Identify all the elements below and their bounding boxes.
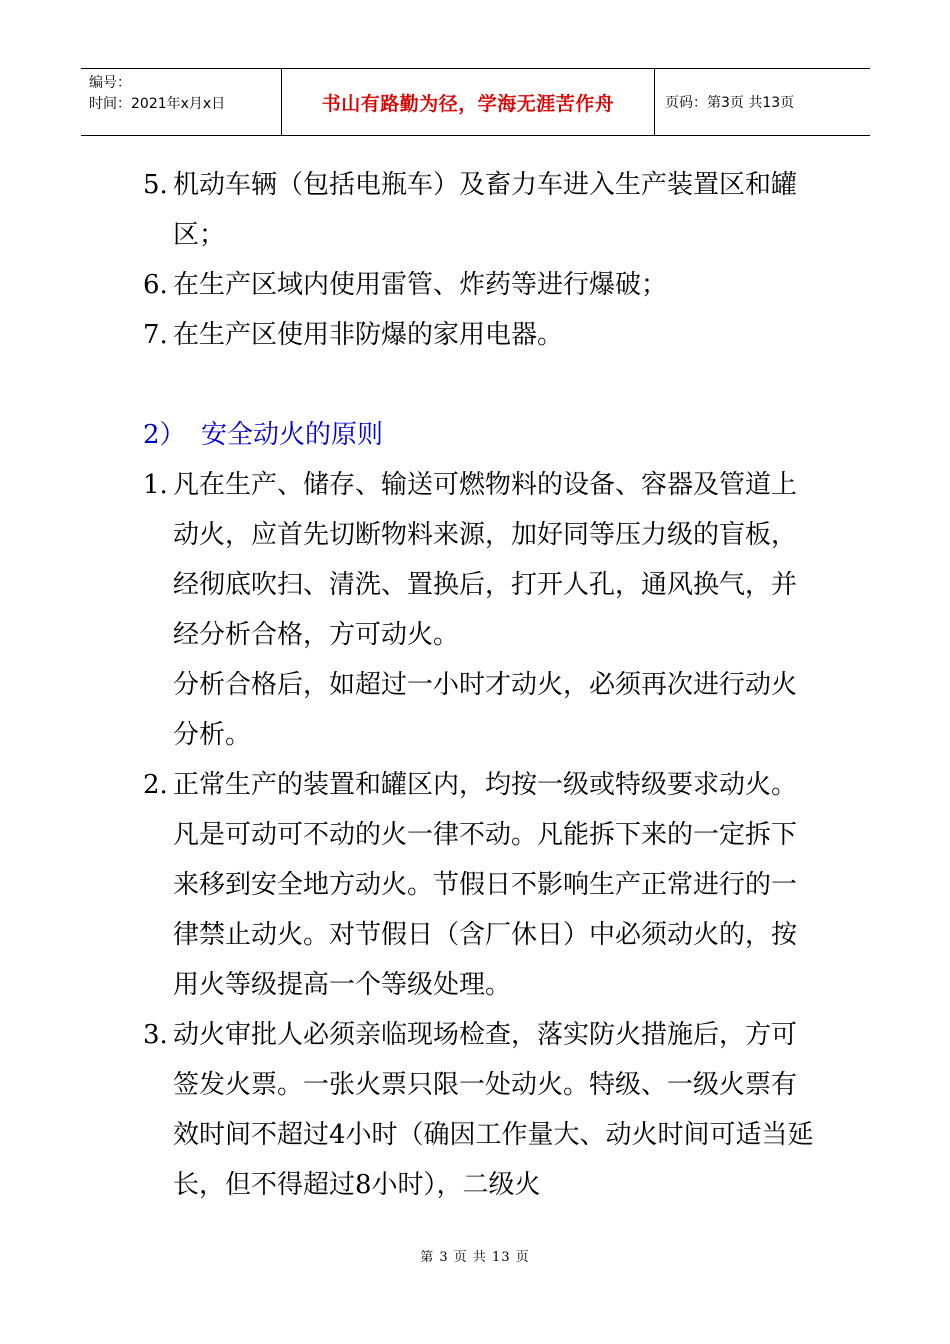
- time-label: 时间：2021年x月x日: [89, 96, 226, 112]
- item-text: 凡在生产、储存、输送可燃物料的设备、容器及管道上动火，应首先切断物料来源，加好同等压力级的盲板，经彻底吹扫、清洗、置换后，打开人孔，通风换气，并经分析合格，方可动火。: [173, 470, 798, 650]
- motto-text: 书山有路勤为径，学海无涯苦作舟: [321, 92, 615, 115]
- item-text: 在生产区使用非防爆的家用电器。: [173, 320, 564, 350]
- section-number: 2）: [143, 420, 186, 450]
- spacer: [143, 360, 818, 410]
- item-number: 5.: [143, 170, 168, 200]
- item-extra-text: 分析合格后，如超过一小时才动火，必须再次进行动火分析。: [173, 670, 798, 750]
- item-text: 正常生产的装置和罐区内，均按一级或特级要求动火。凡是可动可不动的火一律不动。凡能拆下来的一定拆下来移到安全地方动火。节假日不影响生产正常进行的一律禁止动火。对节假日（含厂休日）中必须动火的，按用火等级提高一个等级处理。: [173, 770, 798, 1000]
- list-item: [143, 160, 818, 260]
- page-info: 页码：第3页 共13页: [665, 95, 795, 111]
- list-item: [143, 310, 818, 360]
- page-footer: 第 3 页 共 13 页: [420, 1250, 530, 1265]
- item-number: 2.: [143, 770, 168, 800]
- item-body: [173, 460, 818, 760]
- page-header: [81, 68, 870, 136]
- header-meta: [81, 69, 282, 135]
- item-text: 机动车辆（包括电瓶车）及畜力车进入生产装置区和罐区；: [173, 170, 798, 250]
- list-item: [143, 1010, 818, 1210]
- list-item: [143, 260, 818, 310]
- item-number: 7.: [143, 320, 168, 350]
- item-number: 6.: [143, 270, 168, 300]
- header-motto-cell: [282, 69, 655, 135]
- item-text: 在生产区域内使用雷管、炸药等进行爆破；: [173, 270, 668, 300]
- item-number: 3.: [143, 1020, 168, 1050]
- item-number: 1.: [143, 470, 168, 500]
- list-item: [143, 460, 818, 760]
- code-label: 编号：: [89, 75, 131, 91]
- document-body: [143, 160, 818, 1210]
- section-heading: [143, 410, 818, 460]
- list-item: [143, 760, 818, 1010]
- section-title: 安全动火的原则: [201, 420, 384, 450]
- item-text: 动火审批人必须亲临现场检查，落实防火措施后，方可签发火票。一张火票只限一处动火。特级、一级火票有效时间不超过4小时（确因工作量大、动火时间可适当延长，但不得超过8小时），二级火: [173, 1020, 814, 1200]
